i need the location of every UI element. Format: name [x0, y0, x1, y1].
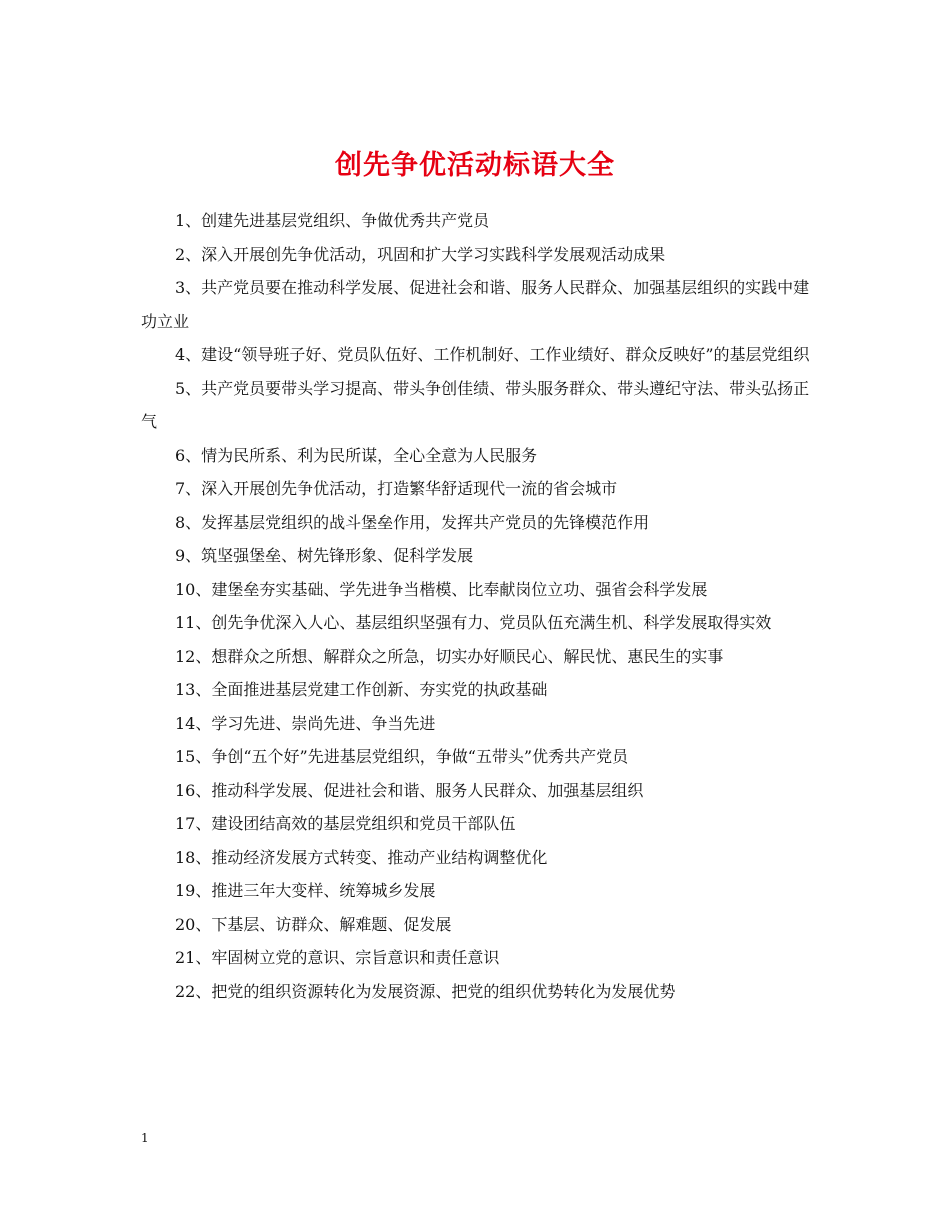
list-item: 18、推动经济发展方式转变、推动产业结构调整优化: [175, 847, 548, 867]
list-item: 12、想群众之所想、解群众之所急，切实办好顺民心、解民忧、惠民生的实事: [175, 646, 724, 666]
list-item: 16、推动科学发展、促进社会和谐、服务人民群众、加强基层组织: [175, 780, 644, 800]
document-title: 创先争优活动标语大全: [335, 150, 615, 182]
list-item: 5、共产党员要带头学习提高、带头争创佳绩、带头服务群众、带头遵纪守法、带头弘扬正气: [141, 378, 810, 431]
list-item: 3、共产党员要在推动科学发展、促进社会和谐、服务人民群众、加强基层组织的实践中建功立业: [141, 278, 810, 331]
list-item: 10、建堡垒夯实基础、学先进争当楷模、比奉献岗位立功、强省会科学发展: [175, 579, 708, 599]
list-item: 11、创先争优深入人心、基层组织坚强有力、党员队伍充满生机、科学发展取得实效: [175, 613, 772, 632]
page-number: 1: [141, 1131, 149, 1145]
list-item: 6、情为民所系、利为民所谋，全心全意为人民服务: [175, 445, 538, 465]
list-item: 2、深入开展创先争优活动，巩固和扩大学习实践科学发展观活动成果: [175, 244, 666, 264]
list-item: 1、创建先进基层党组织、争做优秀共产党员: [175, 211, 490, 230]
list-item: 15、争创“五个好”先进基层党组织，争做“五带头”优秀共产党员: [175, 747, 629, 766]
list-item: 7、深入开展创先争优活动，打造繁华舒适现代一流的省会城市: [175, 479, 618, 498]
list-item: 20、下基层、访群众、解难题、促发展: [175, 914, 452, 934]
list-item: 17、建设团结高效的基层党组织和党员干部队伍: [175, 814, 516, 833]
list-item: 4、建设“领导班子好、党员队伍好、工作机制好、工作业绩好、群众反映好”的基层党组织: [175, 345, 810, 364]
list-item: 21、牢固树立党的意识、宗旨意识和责任意识: [175, 948, 500, 967]
list-item: 14、学习先进、崇尚先进、争当先进: [175, 713, 436, 733]
list-item: 13、全面推进基层党建工作创新、夯实党的执政基础: [175, 680, 548, 699]
slogan-list: [141, 204, 821, 1008]
list-item: 9、筑坚强堡垒、树先锋形象、促科学发展: [175, 546, 474, 565]
list-item: 19、推进三年大变样、统筹城乡发展: [175, 881, 436, 900]
list-item: 8、发挥基层党组织的战斗堡垒作用，发挥共产党员的先锋模范作用: [175, 512, 650, 532]
list-item: 22、把党的组织资源转化为发展资源、把党的组织优势转化为发展优势: [175, 981, 676, 1001]
